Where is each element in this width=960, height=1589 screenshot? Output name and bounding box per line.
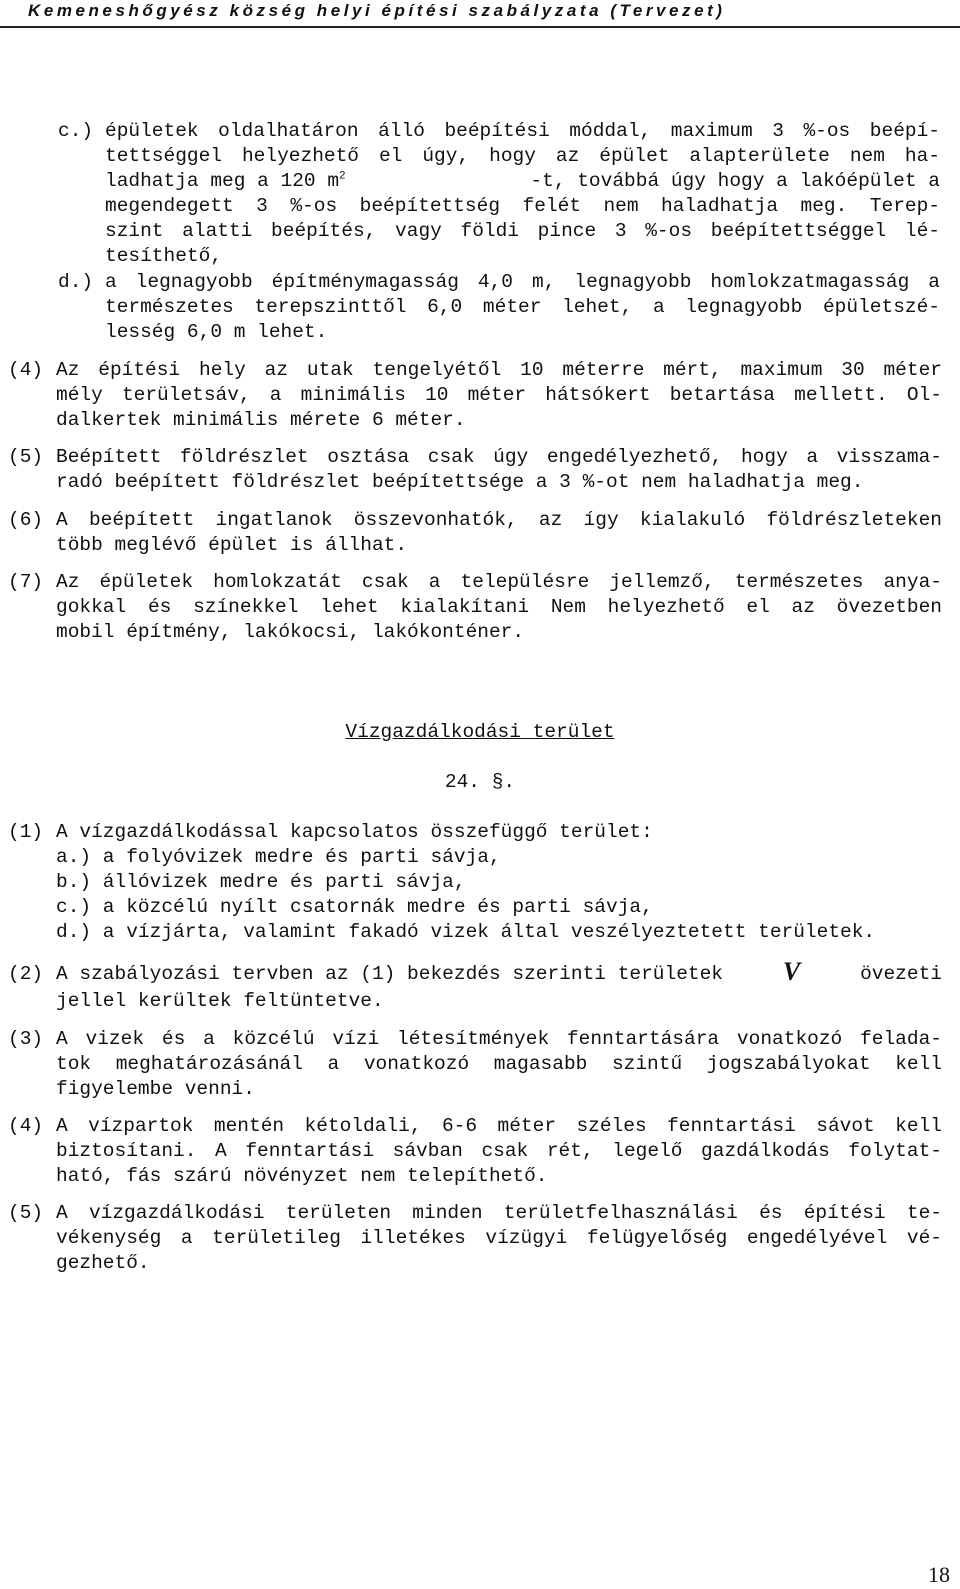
text-line: A vízpartok mentén kétoldali, 6-6 méter széles fenntartási sávot kell bbox=[56, 1115, 942, 1137]
area-text: ladhatja meg a 120 m bbox=[105, 170, 340, 192]
text-line: A vízgazdálkodással kapcsolatos összefüggő terület: bbox=[56, 821, 653, 843]
text-line: természetes terepszinttől 6,0 méter lehet, a legnagyobb épületszé- bbox=[105, 296, 940, 318]
text-line: figyelembe venni. bbox=[56, 1078, 255, 1100]
text-line: lesség 6,0 m lehet. bbox=[105, 321, 328, 343]
page-header bbox=[0, 0, 960, 28]
list-item: d.) a vízjárta, valamint fakadó vizek által veszélyeztetett területek. bbox=[56, 921, 876, 943]
section-title bbox=[0, 720, 960, 745]
text-line: A vizek és a közcélú vízi létesítmények fenntartására vonatkozó felada- bbox=[56, 1028, 942, 1050]
text-line: vékenység a területileg illetékes vízügyi felügyelőség engedélyével vé- bbox=[56, 1227, 942, 1249]
text-line: megendegett 3 %-os beépítettség felét nem haladhatja meg. Terep- bbox=[105, 195, 940, 217]
w-paragraph-4-marker: (4) bbox=[8, 1115, 44, 1137]
text-line: gokkal és színekkel lehet kialakítani Nem helyezhető el az övezetben bbox=[56, 596, 942, 618]
superscript: 2 bbox=[339, 170, 346, 183]
text-line: Beépített földrészlet osztása csak úgy engedélyezhető, hogy a visszama- bbox=[56, 446, 942, 468]
area-limit-text bbox=[105, 169, 346, 194]
paragraph-5-marker: (5) bbox=[8, 446, 44, 468]
text-line: épületek oldalhatáron álló beépítési móddal, maximum 3 %-os beépí- bbox=[105, 120, 940, 142]
text-line: dalkertek minimális mérete 6 méter. bbox=[56, 409, 466, 431]
text-line: A vízgazdálkodási területen minden területfelhasználási és építési te- bbox=[56, 1202, 942, 1224]
list-item: a.) a folyóvizek medre és parti sávja, bbox=[56, 846, 501, 868]
header-title: Kemeneshőgyész község helyi építési szabályzata (Tervezet) bbox=[28, 1, 726, 20]
text-line: radó beépített földrészlet beépítettsége a 3 %-ot nem haladhatja meg. bbox=[56, 471, 864, 493]
text-line: A beépített ingatlanok összevonhatók, az így kialakuló földrészleteken bbox=[56, 509, 942, 531]
text-segment: övezeti bbox=[848, 963, 942, 985]
text-line: több meglévő épület is állhat. bbox=[56, 534, 408, 556]
text-line: jellel kerültek feltüntetve. bbox=[56, 990, 384, 1012]
text-line: Az építési hely az utak tengelyétől 10 méterre mért, maximum 30 méter bbox=[56, 359, 942, 381]
text-line: Az épületek homlokzatát csak a településre jellemző, természetes anya- bbox=[56, 571, 942, 593]
text-line: gezhető. bbox=[56, 1252, 150, 1274]
item-c-marker: c.) bbox=[58, 120, 94, 142]
text-segment: A szabályozási tervben az (1) bekezdés szerinti területek bbox=[56, 963, 735, 985]
text-line: tok meghatározásánál a vonatkozó magasabb szintű jogszabályokat kell bbox=[56, 1053, 942, 1075]
w-paragraph-1-marker: (1) bbox=[8, 821, 44, 843]
text-line: mély területsáv, a minimális 10 méter hátsókert betartása mellett. Ol- bbox=[56, 384, 942, 406]
list-item: b.) állóvizek medre és parti sávja, bbox=[56, 871, 466, 893]
text-continuation: -t, továbbá úgy hogy a lakóépület a bbox=[530, 170, 940, 192]
list-item: c.) a közcélú nyílt csatornák medre és parti sávja, bbox=[56, 896, 653, 918]
paragraph-7-marker: (7) bbox=[8, 571, 44, 593]
text-line: tesíthető, bbox=[105, 245, 223, 267]
section-title-text: Vízgazdálkodási terület bbox=[345, 721, 615, 743]
section-number: 24. §. bbox=[444, 771, 516, 793]
paragraph-6-marker: (6) bbox=[8, 509, 44, 531]
text-line: szint alatti beépítés, vagy földi pince 3 %-os beépítettséggel lé- bbox=[105, 220, 940, 242]
w-paragraph-2-marker: (2) bbox=[8, 963, 44, 985]
text-line-with-zone-symbol bbox=[56, 957, 942, 987]
w-paragraph-5-marker: (5) bbox=[8, 1202, 44, 1224]
text-line: biztosítani. A fenntartási sávban csak rét, legelő gazdálkodás folytat- bbox=[56, 1140, 942, 1162]
paragraph-4-marker: (4) bbox=[8, 359, 44, 381]
zone-symbol-v: V bbox=[782, 957, 801, 986]
text-line: tettséggel helyezhető el úgy, hogy az épület alapterülete nem ha- bbox=[105, 145, 940, 167]
text-line: a legnagyobb építménymagasság 4,0 m, legnagyobb homlokzatmagasság a bbox=[105, 271, 940, 293]
w-paragraph-3-marker: (3) bbox=[8, 1028, 44, 1050]
page-number: 18 bbox=[928, 1562, 950, 1587]
text-line: ható, fás szárú növényzet nem telepíthető. bbox=[56, 1165, 548, 1187]
text-line: mobil építmény, lakókocsi, lakókonténer. bbox=[56, 621, 525, 643]
text-line-with-superscript bbox=[105, 169, 940, 194]
item-d-marker: d.) bbox=[58, 271, 94, 293]
